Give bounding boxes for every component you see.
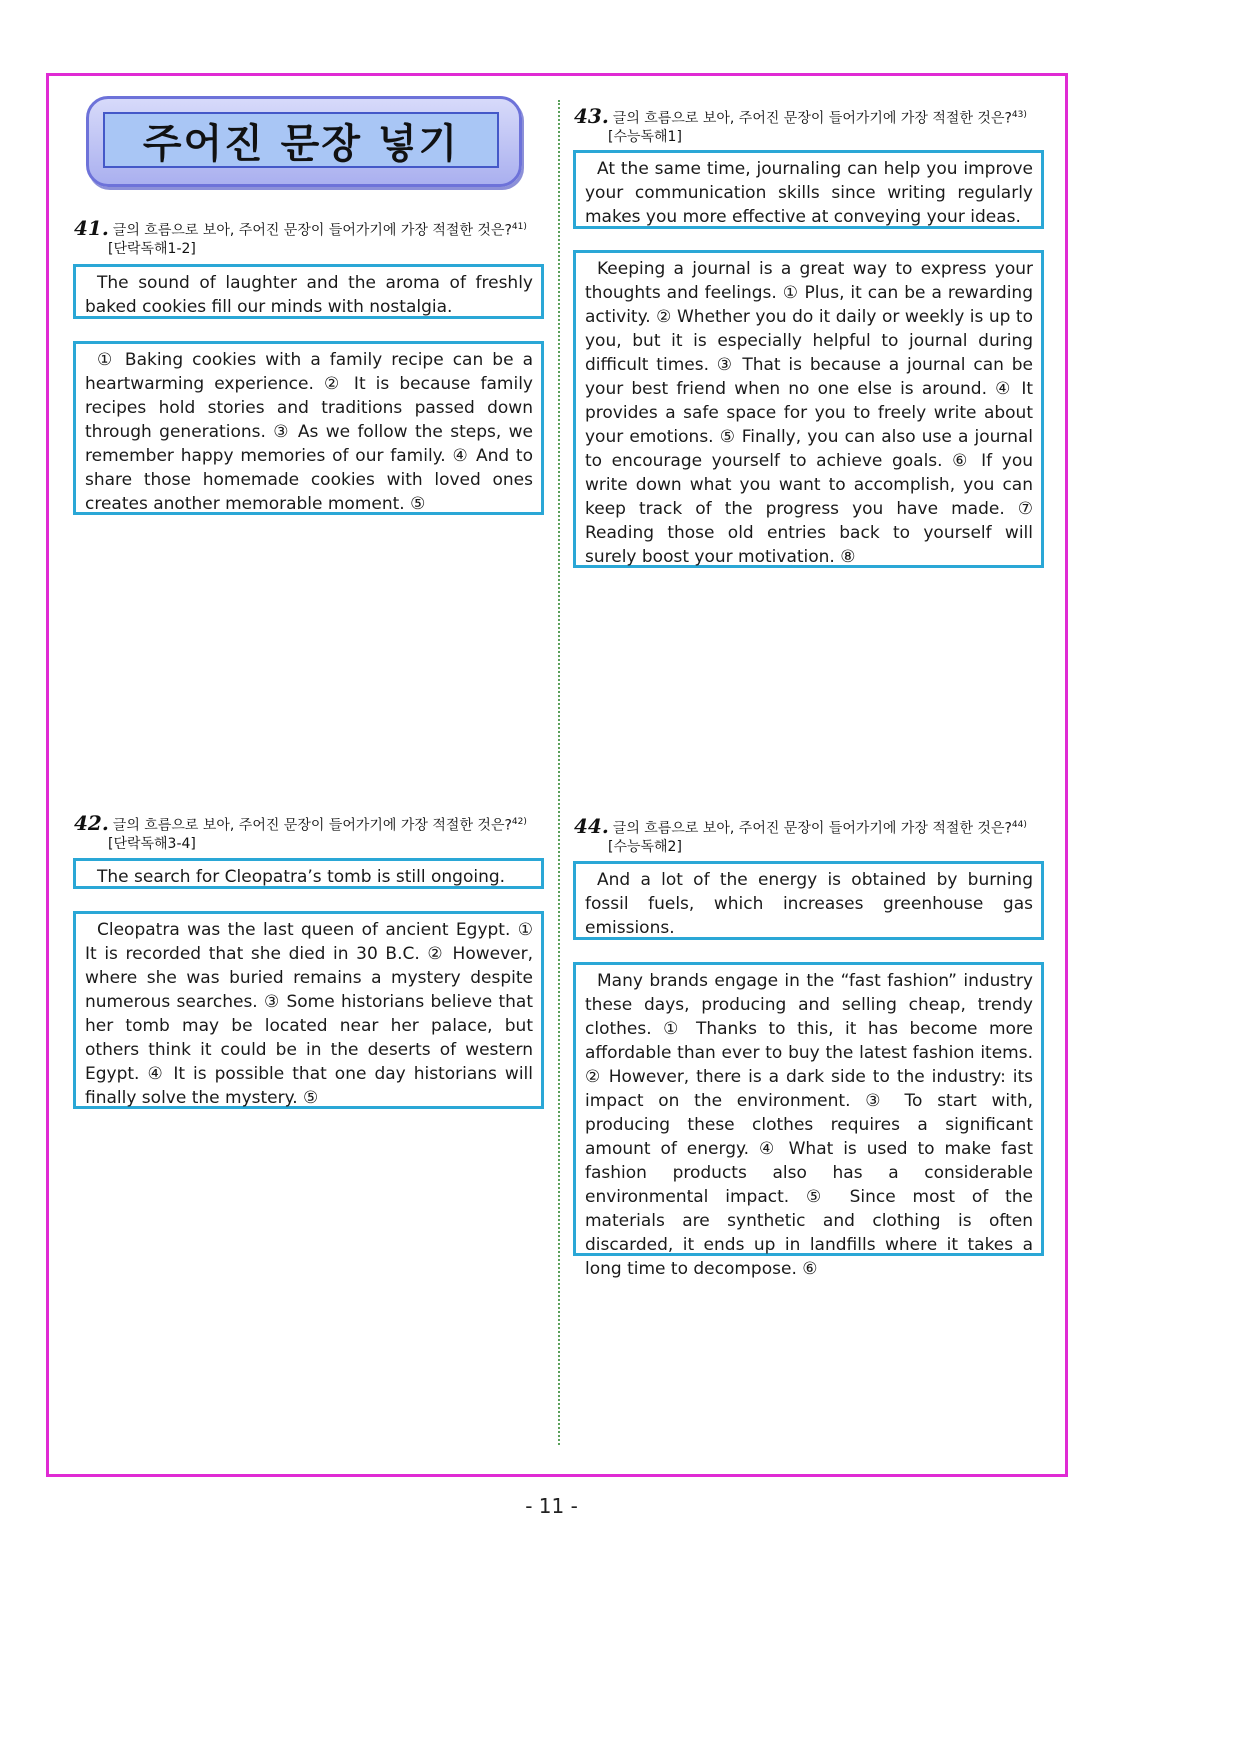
question-43-header <box>574 103 1054 146</box>
question-prompt: 글의 흐름으로 보아, 주어진 문장이 들어가기에 가장 적절한 것은? <box>612 110 1012 127</box>
question-prompt: 글의 흐름으로 보아, 주어진 문장이 들어가기에 가장 적절한 것은? <box>612 820 1012 837</box>
given-sentence-box-42 <box>73 858 544 889</box>
page-number: - 11 - <box>525 1494 578 1518</box>
question-source: [단락독해1-2] <box>108 240 196 257</box>
passage-box-41 <box>73 341 544 515</box>
footnote-marker: 44) <box>1011 820 1027 830</box>
question-prompt: 글의 흐름으로 보아, 주어진 문장이 들어가기에 가장 적절한 것은? <box>112 222 512 239</box>
question-number: 43. <box>574 103 609 128</box>
section-title-banner <box>86 96 522 187</box>
question-41-header <box>74 215 554 258</box>
question-source: [단락독해3-4] <box>108 835 196 852</box>
given-sentence: The sound of laughter and the aroma of freshly baked cookies fill our minds with nostalgia. <box>85 273 533 317</box>
given-sentence-box-44 <box>573 861 1044 940</box>
passage-text: Many brands engage in the “fast fashion” industry these days, producing and selling cheap, trendy clothes. ① Thanks to this, it has become more affordable than ever to buy the latest fashion items. ② However, there is a dark side to the industry: its impact on the environment. ③ To start with, producing these clothes requires a significant amount of energy. ④ What is used to make fast fashion products also has a considerable environmental impact. ⑤ Since most of the materials are synthetic and clothing is often discarded, it ends up in landfills where it takes a long time to decompose. ⑥ <box>585 971 1033 1279</box>
question-number: 44. <box>574 813 609 838</box>
passage-box-43 <box>573 250 1044 568</box>
question-source: [수능독해1] <box>608 128 682 145</box>
given-sentence: And a lot of the energy is obtained by burning fossil fuels, which increases greenhouse gas emissions. <box>585 870 1033 938</box>
passage-box-44 <box>573 962 1044 1279</box>
passage-text: Cleopatra was the last queen of ancient Egypt. ① It is recorded that she died in 30 B.C. ② However, where she was buried remains a mystery despite numerous searches. ③ Some historians believe that her tomb may be located near her palace, but others think it could be in the deserts of western Egypt. ④ It is possible that one day historians will finally solve the mystery. ⑤ <box>85 920 533 1108</box>
given-sentence: The search for Cleopatra’s tomb is still ongoing. <box>97 867 506 887</box>
section-title: 주어진 문장 넣기 <box>103 112 499 168</box>
given-sentence-box-41 <box>73 264 544 319</box>
passage-box-42 <box>73 911 544 1109</box>
given-sentence-box-43 <box>573 150 1044 229</box>
given-sentence: At the same time, journaling can help you improve your communication skills since writing regularly makes you more effective at conveying your ideas. <box>585 159 1033 227</box>
passage-text: ① Baking cookies with a family recipe can be a heartwarming experience. ② It is because family recipes hold stories and traditions passed down through generations. ③ As we follow the steps, we remember happy memories of our family. ④ And to share those homemade cookies with loved ones creates another memorable moment. ⑤ <box>85 350 533 514</box>
footnote-marker: 42) <box>511 817 527 827</box>
question-44-header <box>574 813 1054 856</box>
column-divider <box>558 100 560 1445</box>
question-number: 42. <box>74 810 109 835</box>
footnote-marker: 41) <box>511 222 527 232</box>
passage-text: Keeping a journal is a great way to express your thoughts and feelings. ① Plus, it can be a rewarding activity. ② Whether you do it daily or weekly is up to you, but it is especially helpful to journal during difficult times. ③ That is because a journal can be your best friend when no one else is around. ④ It provides a safe space for you to freely write about your emotions. ⑤ Finally, you can also use a journal to encourage yourself to achieve goals. ⑥ If you write down what you want to accomplish, you can keep track of the progress you have made. ⑦ Reading those old entries back to yourself will surely boost your motivation. ⑧ <box>585 259 1033 567</box>
question-number: 41. <box>74 215 109 240</box>
question-prompt: 글의 흐름으로 보아, 주어진 문장이 들어가기에 가장 적절한 것은? <box>112 817 512 834</box>
question-source: [수능독해2] <box>608 838 682 855</box>
question-42-header <box>74 810 554 853</box>
footnote-marker: 43) <box>1011 110 1027 120</box>
